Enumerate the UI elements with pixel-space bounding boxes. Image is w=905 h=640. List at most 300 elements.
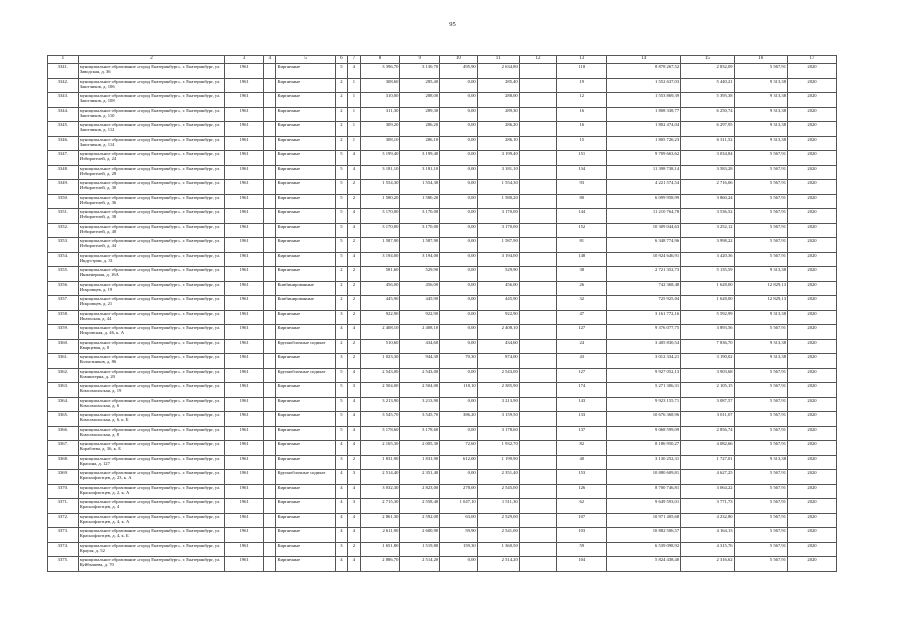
- col4-cell: [263, 325, 276, 340]
- total-area-cell: 3 178,60: [360, 426, 400, 441]
- residents-cell: 43: [557, 354, 607, 369]
- premises-area-cell: 2 005,30: [400, 441, 440, 456]
- max-unit-cost-cell: 5 567,91: [734, 542, 787, 557]
- premises-area-cell: 922,90: [400, 310, 440, 325]
- address-cell: муниципальное образование «город Екатеринбург», г. Екатеринбург, ул. Ипатьская, д. 44: [78, 310, 225, 325]
- entrances-cell: 3: [348, 499, 361, 514]
- table-row: [48, 499, 837, 514]
- nonresidential-area-cell: 612,00: [440, 455, 478, 470]
- col12-cell: [519, 484, 557, 499]
- nonresidential-area-cell: 386,20: [440, 412, 478, 427]
- residents-cell: 174: [557, 383, 607, 398]
- repair-cost-cell: 2 721 352,73: [607, 267, 681, 282]
- table-row: [48, 354, 837, 369]
- row-number-cell: 3362.: [48, 368, 79, 383]
- row-number-cell: 3356.: [48, 281, 79, 296]
- col12-cell: [519, 470, 557, 485]
- col4-cell: [263, 339, 276, 354]
- residential-area-cell: 286,20: [477, 122, 519, 137]
- col12-cell: [519, 107, 557, 122]
- residents-cell: 137: [557, 426, 607, 441]
- col4-cell: [263, 136, 276, 151]
- unit-cost-cell: 1 628,00: [681, 281, 734, 296]
- nonresidential-area-cell: 0,00: [440, 325, 478, 340]
- max-unit-cost-cell: 5 567,91: [734, 238, 787, 253]
- residential-area-cell: 3 170,00: [477, 223, 519, 238]
- unit-cost-cell: 2 832,09: [681, 64, 734, 79]
- planned-year-cell: 2020: [788, 354, 837, 369]
- premises-area-cell: 3 213,90: [400, 397, 440, 412]
- premises-area-cell: 456,00: [400, 281, 440, 296]
- unit-cost-cell: 3 420,36: [681, 252, 734, 267]
- residents-cell: 126: [557, 484, 607, 499]
- address-cell: муниципальное образование «город Екатеринбург», г. Екатеринбург, ул. Куйбышева, д. 70: [78, 557, 225, 572]
- address-cell: муниципальное образование «город Екатеринбург», г. Екатеринбург, ул. Заштчиков, д. 110: [78, 107, 225, 122]
- floors-cell: 5: [335, 252, 348, 267]
- address-cell: муниципальное образование «город Екатеринбург», г. Екатеринбург, ул. Коминтерна, д. 20: [78, 368, 225, 383]
- year-built-cell: 1961: [225, 64, 264, 79]
- entrances-cell: 4: [348, 426, 361, 441]
- col12-cell: [519, 223, 557, 238]
- residents-cell: 118: [557, 64, 607, 79]
- col4-cell: [263, 441, 276, 456]
- column-number-cell: 4: [263, 56, 276, 64]
- repair-cost-cell: 6 099 958,99: [607, 194, 681, 209]
- entrances-cell: 2: [348, 339, 361, 354]
- wall-material-cell: Кирпичные: [276, 223, 335, 238]
- repair-cost-cell: 5 271 306,31: [607, 383, 681, 398]
- year-built-cell: 1961: [225, 209, 264, 224]
- row-number-cell: 3370.: [48, 484, 79, 499]
- unit-cost-cell: 5 395,38: [681, 93, 734, 108]
- floors-cell: 4: [335, 528, 348, 543]
- nonresidential-area-cell: 0,00: [440, 470, 478, 485]
- premises-area-cell: 3 170,00: [400, 209, 440, 224]
- column-number-cell: 15: [681, 56, 734, 64]
- premises-area-cell: 445,90: [400, 296, 440, 311]
- row-number-cell: 3349.: [48, 180, 79, 195]
- address-cell: муниципальное образование «город Екатеринбург», г. Екатеринбург, ул. Краснофлотцев, д. 4, к. Б: [78, 528, 225, 543]
- premises-area-cell: 3 130,70: [400, 64, 440, 79]
- nonresidential-area-cell: 0,00: [440, 296, 478, 311]
- year-built-cell: 1961: [225, 499, 264, 514]
- row-number-cell: 3367.: [48, 441, 79, 456]
- entrances-cell: 4: [348, 412, 361, 427]
- total-area-cell: 3 170,00: [360, 209, 400, 224]
- col4-cell: [263, 296, 276, 311]
- address-cell: муниципальное образование «город Екатеринбург», г. Екатеринбург, ул. Избирателей, д. 28: [78, 165, 225, 180]
- entrances-cell: 1: [348, 93, 361, 108]
- entrances-cell: 4: [348, 209, 361, 224]
- row-number-cell: 3344.: [48, 107, 79, 122]
- column-number-cell: 13: [557, 56, 607, 64]
- max-unit-cost-cell: 5 567,91: [734, 209, 787, 224]
- repair-cost-cell: 1 553 869,39: [607, 93, 681, 108]
- wall-material-cell: Кирпичные: [276, 209, 335, 224]
- table-row: [48, 441, 837, 456]
- table-row: [48, 209, 837, 224]
- entrances-cell: 2: [348, 267, 361, 282]
- floors-cell: 5: [335, 368, 348, 383]
- entrances-cell: 2: [348, 281, 361, 296]
- residential-area-cell: 3 199,40: [477, 151, 519, 166]
- year-built-cell: 1961: [225, 267, 264, 282]
- wall-material-cell: Кирпичные: [276, 136, 335, 151]
- residential-area-cell: 1 580,20: [477, 194, 519, 209]
- unit-cost-cell: 5 440,21: [681, 78, 734, 93]
- max-unit-cost-cell: 5 567,91: [734, 513, 787, 528]
- max-unit-cost-cell: 5 567,91: [734, 441, 787, 456]
- year-built-cell: 1961: [225, 412, 264, 427]
- max-unit-cost-cell: 9 313,38: [734, 455, 787, 470]
- planned-year-cell: 2020: [788, 165, 837, 180]
- total-area-cell: 1 651,80: [360, 542, 400, 557]
- repair-cost-cell: 9 649 593,01: [607, 499, 681, 514]
- address-cell: муниципальное образование «город Екатеринбург», г. Екатеринбург, ул. Индустрии, д. 31: [78, 252, 225, 267]
- wall-material-cell: Кирпичные: [276, 484, 335, 499]
- address-cell: муниципальное образование «город Екатеринбург», г. Екатеринбург, ул. Краснофлотцев, д. 2, к. А: [78, 484, 225, 499]
- unit-cost-cell: 6 297,95: [681, 122, 734, 137]
- residential-area-cell: 3 213,90: [477, 397, 519, 412]
- floors-cell: 5: [335, 194, 348, 209]
- residential-area-cell: 3 178,60: [477, 426, 519, 441]
- premises-area-cell: 289,30: [400, 107, 440, 122]
- residential-area-cell: 922,90: [477, 310, 519, 325]
- unit-cost-cell: 2 716,06: [681, 180, 734, 195]
- nonresidential-area-cell: 0,00: [440, 165, 478, 180]
- planned-year-cell: 2020: [788, 426, 837, 441]
- repair-cost-cell: 5 824 438,40: [607, 557, 681, 572]
- unit-cost-cell: 3 893,56: [681, 325, 734, 340]
- column-number-row: [48, 56, 837, 64]
- floors-cell: 5: [335, 383, 348, 398]
- wall-material-cell: Кирпичные: [276, 542, 335, 557]
- row-number-cell: 3341.: [48, 64, 79, 79]
- col4-cell: [263, 557, 276, 572]
- address-cell: муниципальное образование «город Екатеринбург», г. Екатеринбург, ул. Комсомольская, д. 19: [78, 383, 225, 398]
- address-cell: муниципальное образование «город Екатеринбург», г. Екатеринбург, ул. Избирателей, д. 38: [78, 209, 225, 224]
- nonresidential-area-cell: 72,60: [440, 441, 478, 456]
- residents-cell: 16: [557, 122, 607, 137]
- residents-cell: 143: [557, 397, 607, 412]
- wall-material-cell: Кирпичные: [276, 252, 335, 267]
- row-number-cell: 3358.: [48, 310, 79, 325]
- entrances-cell: 2: [348, 180, 361, 195]
- premises-area-cell: 2 504,00: [400, 383, 440, 398]
- max-unit-cost-cell: 5 567,91: [734, 470, 787, 485]
- col4-cell: [263, 499, 276, 514]
- floors-cell: 4: [335, 557, 348, 572]
- col4-cell: [263, 397, 276, 412]
- table-row: [48, 136, 837, 151]
- residential-area-cell: 288,00: [477, 93, 519, 108]
- max-unit-cost-cell: 5 567,91: [734, 194, 787, 209]
- total-area-cell: 1 554,30: [360, 180, 400, 195]
- col4-cell: [263, 252, 276, 267]
- table-row: [48, 412, 837, 427]
- residential-area-cell: 2 351,40: [477, 470, 519, 485]
- row-number-cell: 3375.: [48, 557, 79, 572]
- year-built-cell: 1961: [225, 542, 264, 557]
- year-built-cell: 1961: [225, 107, 264, 122]
- page-number: 95: [449, 21, 456, 28]
- total-area-cell: 2 514,40: [360, 470, 400, 485]
- floors-cell: 2: [335, 122, 348, 137]
- max-unit-cost-cell: 9 313,38: [734, 354, 787, 369]
- col12-cell: [519, 180, 557, 195]
- col12-cell: [519, 499, 557, 514]
- entrances-cell: 1: [348, 107, 361, 122]
- unit-cost-cell: 1 628,00: [681, 296, 734, 311]
- repair-cost-cell: 1 808 338,77: [607, 107, 681, 122]
- row-number-cell: 3354.: [48, 252, 79, 267]
- col12-cell: [519, 310, 557, 325]
- nonresidential-area-cell: 0,00: [440, 426, 478, 441]
- residents-cell: 16: [557, 107, 607, 122]
- entrances-cell: 1: [348, 122, 361, 137]
- repair-cost-cell: 3 012 334,21: [607, 354, 681, 369]
- max-unit-cost-cell: 5 567,91: [734, 180, 787, 195]
- repair-cost-cell: 3 161 772,16: [607, 310, 681, 325]
- floors-cell: 5: [335, 165, 348, 180]
- planned-year-cell: 2020: [788, 64, 837, 79]
- year-built-cell: 1961: [225, 296, 264, 311]
- year-built-cell: 1961: [225, 223, 264, 238]
- address-cell: муниципальное образование «город Екатеринбург», г. Екатеринбург, ул. Заштчиков, д. 106: [78, 78, 225, 93]
- nonresidential-area-cell: 63,00: [440, 513, 478, 528]
- table-row: [48, 252, 837, 267]
- col12-cell: [519, 194, 557, 209]
- unit-cost-cell: 3 860,24: [681, 194, 734, 209]
- year-built-cell: 1961: [225, 194, 264, 209]
- col4-cell: [263, 528, 276, 543]
- address-cell: муниципальное образование «город Екатеринбург», г. Екатеринбург, ул. Комсомольская, д. 6: [78, 397, 225, 412]
- max-unit-cost-cell: 5 567,91: [734, 412, 787, 427]
- table-row: [48, 93, 837, 108]
- col12-cell: [519, 513, 557, 528]
- floors-cell: 5: [335, 209, 348, 224]
- wall-material-cell: Кирпичные: [276, 310, 335, 325]
- wall-material-cell: Кирпичные: [276, 64, 335, 79]
- planned-year-cell: 2020: [788, 78, 837, 93]
- entrances-cell: 4: [348, 441, 361, 456]
- year-built-cell: 1961: [225, 180, 264, 195]
- total-area-cell: 309,20: [360, 122, 400, 137]
- residential-area-cell: 1 587,90: [477, 238, 519, 253]
- col12-cell: [519, 557, 557, 572]
- wall-material-cell: Кирпичные: [276, 383, 335, 398]
- premises-area-cell: 288,00: [400, 93, 440, 108]
- premises-area-cell: 3 178,60: [400, 426, 440, 441]
- total-area-cell: 2 504,00: [360, 383, 400, 398]
- year-built-cell: 1961: [225, 165, 264, 180]
- unit-cost-cell: 5 592,99: [681, 310, 734, 325]
- premises-area-cell: 1 519,80: [400, 542, 440, 557]
- address-cell: муниципальное образование «город Екатеринбург», г. Екатеринбург, ул. Избирателей, д. 24: [78, 151, 225, 166]
- address-cell: муниципальное образование «город Екатеринбург», г. Екатеринбург, ул. Крауля, д. 52: [78, 542, 225, 557]
- address-cell: муниципальное образование «город Екатеринбург», г. Екатеринбург, ул. Краснофлотцев, д. 4, к. А: [78, 513, 225, 528]
- year-built-cell: 1961: [225, 325, 264, 340]
- max-unit-cost-cell: 9 313,38: [734, 122, 787, 137]
- year-built-cell: 1961: [225, 281, 264, 296]
- column-number-cell: 11: [477, 56, 519, 64]
- nonresidential-area-cell: 118,10: [440, 383, 478, 398]
- repair-cost-cell: 3 405 830,54: [607, 339, 681, 354]
- floors-cell: 5: [335, 151, 348, 166]
- max-unit-cost-cell: 9 313,38: [734, 267, 787, 282]
- wall-material-cell: Кирпичные: [276, 151, 335, 166]
- row-number-cell: 3347.: [48, 151, 79, 166]
- entrances-cell: 1: [348, 136, 361, 151]
- col4-cell: [263, 267, 276, 282]
- column-number-cell: 14: [607, 56, 681, 64]
- column-number-cell: 12: [519, 56, 557, 64]
- residents-cell: 40: [557, 455, 607, 470]
- entrances-cell: 1: [348, 78, 361, 93]
- address-cell: муниципальное образование «город Екатеринбург», г. Екатеринбург, ул. Заштчиков, д. 108: [78, 93, 225, 108]
- floors-cell: 5: [335, 426, 348, 441]
- total-area-cell: 2 715,30: [360, 499, 400, 514]
- planned-year-cell: 2020: [788, 383, 837, 398]
- unit-cost-cell: 4 232,80: [681, 513, 734, 528]
- residential-area-cell: 3 194,00: [477, 252, 519, 267]
- repair-cost-cell: 10 676 368,96: [607, 412, 681, 427]
- col12-cell: [519, 209, 557, 224]
- max-unit-cost-cell: 9 313,38: [734, 136, 787, 151]
- nonresidential-area-cell: 0,00: [440, 267, 478, 282]
- repair-cost-cell: 725 925,04: [607, 296, 681, 311]
- floors-cell: 2: [335, 93, 348, 108]
- nonresidential-area-cell: 59,90: [440, 528, 478, 543]
- planned-year-cell: 2020: [788, 325, 837, 340]
- premises-area-cell: 3 181,10: [400, 165, 440, 180]
- total-area-cell: 3 213,90: [360, 397, 400, 412]
- premises-area-cell: 2 543,00: [400, 368, 440, 383]
- planned-year-cell: 2020: [788, 107, 837, 122]
- residential-area-cell: 2 408,10: [477, 325, 519, 340]
- entrances-cell: 3: [348, 383, 361, 398]
- year-built-cell: 1961: [225, 252, 264, 267]
- table-row: [48, 238, 837, 253]
- residential-area-cell: 1 360,50: [477, 542, 519, 557]
- planned-year-cell: 2020: [788, 441, 837, 456]
- year-built-cell: 1961: [225, 455, 264, 470]
- entrances-cell: 4: [348, 325, 361, 340]
- unit-cost-cell: 3 998,22: [681, 238, 734, 253]
- address-cell: муниципальное образование «город Екатеринбург», г. Екатеринбург, ул. Кварцевая, д. 8: [78, 339, 225, 354]
- unit-cost-cell: 7 836,70: [681, 339, 734, 354]
- floors-cell: 2: [335, 107, 348, 122]
- wall-material-cell: Комбинированные: [276, 281, 335, 296]
- max-unit-cost-cell: 12 829,13: [734, 281, 787, 296]
- col12-cell: [519, 354, 557, 369]
- wall-material-cell: Кирпичные: [276, 426, 335, 441]
- address-cell: муниципальное образование «город Екатеринбург», г. Екатеринбург, ул. Искровская, д. 46, к. А: [78, 325, 225, 340]
- max-unit-cost-cell: 9 313,38: [734, 107, 787, 122]
- unit-cost-cell: 3 064,22: [681, 484, 734, 499]
- floors-cell: 5: [335, 238, 348, 253]
- col4-cell: [263, 412, 276, 427]
- residents-cell: 148: [557, 252, 607, 267]
- table-row: [48, 223, 837, 238]
- unit-cost-cell: 3 536,52: [681, 209, 734, 224]
- residents-cell: 133: [557, 412, 607, 427]
- address-cell: муниципальное образование «город Екатеринбург», г. Екатеринбург, ул. Инженерная, д. 16А: [78, 267, 225, 282]
- entrances-cell: 4: [348, 223, 361, 238]
- residents-cell: 47: [557, 310, 607, 325]
- total-area-cell: 308,60: [360, 78, 400, 93]
- wall-material-cell: Кирпичные: [276, 412, 335, 427]
- col12-cell: [519, 238, 557, 253]
- table-row: [48, 194, 837, 209]
- premises-area-cell: 286,10: [400, 136, 440, 151]
- nonresidential-area-cell: 0,00: [440, 194, 478, 209]
- max-unit-cost-cell: 5 567,91: [734, 484, 787, 499]
- unit-cost-cell: 3 011,07: [681, 412, 734, 427]
- premises-area-cell: 3 194,00: [400, 252, 440, 267]
- total-area-cell: 3 545,70: [360, 412, 400, 427]
- col12-cell: [519, 296, 557, 311]
- column-number-cell: 1: [48, 56, 79, 64]
- table-row: [48, 557, 837, 572]
- year-built-cell: 1961: [225, 238, 264, 253]
- total-area-cell: 2 165,30: [360, 441, 400, 456]
- wall-material-cell: Крупноблочные сидикат: [276, 339, 335, 354]
- entrances-cell: 4: [348, 397, 361, 412]
- planned-year-cell: 2020: [788, 484, 837, 499]
- table-row: [48, 267, 837, 282]
- nonresidential-area-cell: 495,90: [440, 64, 478, 79]
- nonresidential-area-cell: 0,00: [440, 339, 478, 354]
- nonresidential-area-cell: 0,00: [440, 78, 478, 93]
- entrances-cell: 2: [348, 310, 361, 325]
- unit-cost-cell: 3 034,84: [681, 151, 734, 166]
- wall-material-cell: Кирпичные: [276, 122, 335, 137]
- residents-cell: 19: [557, 78, 607, 93]
- col12-cell: [519, 252, 557, 267]
- col12-cell: [519, 455, 557, 470]
- nonresidential-area-cell: 159,30: [440, 542, 478, 557]
- max-unit-cost-cell: 9 313,38: [734, 310, 787, 325]
- row-number-cell: 3359.: [48, 325, 79, 340]
- col12-cell: [519, 151, 557, 166]
- wall-material-cell: Кирпичные: [276, 238, 335, 253]
- year-built-cell: 1961: [225, 354, 264, 369]
- unit-cost-cell: 4 315,76: [681, 542, 734, 557]
- premises-area-cell: 285,40: [400, 78, 440, 93]
- column-number-cell: 9: [400, 56, 440, 64]
- residents-cell: 103: [557, 528, 607, 543]
- col12-cell: [519, 441, 557, 456]
- premises-area-cell: 3 170,00: [400, 223, 440, 238]
- address-cell: муниципальное образование «город Екатеринбург», г. Екатеринбург, ул. Искровцев, д. 21: [78, 296, 225, 311]
- residential-area-cell: 874,00: [477, 354, 519, 369]
- planned-year-cell: 2020: [788, 368, 837, 383]
- total-area-cell: 308,10: [360, 136, 400, 151]
- col4-cell: [263, 310, 276, 325]
- nonresidential-area-cell: 0,00: [440, 281, 478, 296]
- unit-cost-cell: 3 087,57: [681, 397, 734, 412]
- col12-cell: [519, 528, 557, 543]
- row-number-cell: 3371.: [48, 499, 79, 514]
- wall-material-cell: Кирпичные: [276, 441, 335, 456]
- row-number-cell: 3352.: [48, 223, 79, 238]
- total-area-cell: 456,00: [360, 281, 400, 296]
- wall-material-cell: Кирпичные: [276, 78, 335, 93]
- year-built-cell: 1961: [225, 368, 264, 383]
- planned-year-cell: 2020: [788, 281, 837, 296]
- floors-cell: 5: [335, 397, 348, 412]
